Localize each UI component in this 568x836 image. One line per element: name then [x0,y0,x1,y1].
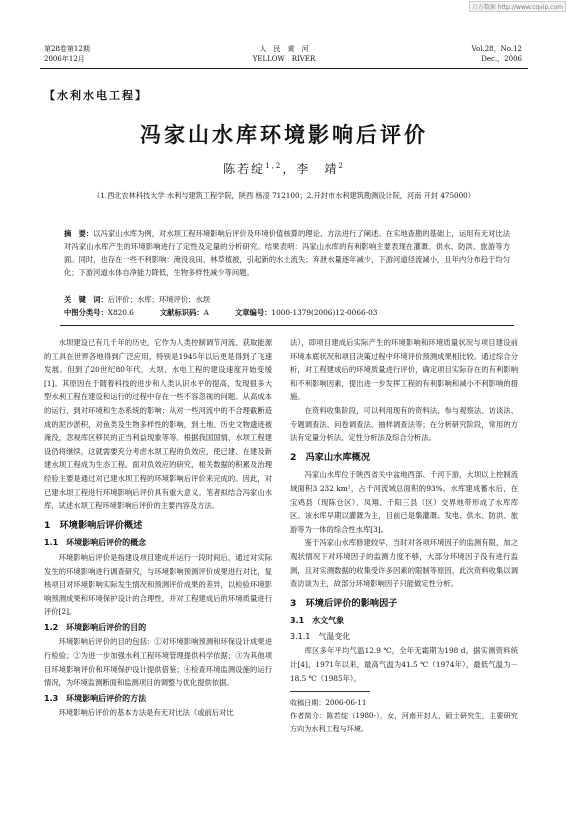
keywords: 后评价；水库；环境评价；水坝 [107,295,210,304]
author-1-affil: 1,2 [265,162,283,170]
right-column [290,336,518,735]
header-rule [40,68,528,69]
footnote-author: 作者简介：陈若绽（1980-），女，河南开封人，硕士研究生，主要研究方向为水利工程与环境。 [290,711,518,734]
document-code-label: 文献标识码： [159,308,204,317]
abstract-rule [60,325,514,326]
subsection-heading-1-1: 1.1 环境影响后评价的概念 [44,538,147,548]
paragraph-monitoring: 鉴于冯家山水库修建较早，当时对各项环境因子的监测有限，加之观状情况下对环境因子的监测力度不够，大部分环境因子没有进行监测，且对实测数据的收集受许多因素的限制等原因，此次资料收集以调查访谈为主，故部分环境影响因子只能做定性分析。 [290,538,518,589]
article-number-label: 文章编号： [234,308,272,317]
abstract-label: 摘 要： [64,229,94,238]
abstract [64,227,510,279]
authors [0,160,568,177]
classification-line [64,306,510,319]
section-heading-3: 3 环境后评价的影响因子 [290,597,398,609]
footnote-received: 收稿日期：2006-06-11 [290,698,367,708]
date-en-line: Dec.，2006 [481,55,522,63]
left-column [44,336,272,720]
author-2: 李 靖 [296,162,339,176]
paragraph-reservoir-overview: 冯家山水库位于陕西省关中盆地西部、千河下游，大坝以上控制流域面积3 232 km²，占千河流域总面积的93%。水库建成蓄水后，在宝鸡县（现陈仓区）、凤翔、千阳三县（区）交界地带形成了水库库区。该水库早期以灌溉为主，目前已是集灌溉、发电、供水、防洪、旅游等为一体的综合性水库[3]。 [290,470,518,534]
paragraph-data-collection: 在资料收集阶段，可以利用现有的资料法、参与观察法、访谈法、专题调查法、问卷调查法、抽样调查法等；在分析研究阶段，常用的方法有定量分析法、定性分析法及综合分析法。 [290,405,518,443]
clc-code [64,306,134,319]
subsection-heading-3-1-1: 3.1.1 气温变化 [290,631,351,641]
keywords-line [64,293,510,306]
intro-paragraph: 水坝建设已有几千年的历史，它作为人类控制调节河流、获取能源的工具在世界各地得到广泛应用，特别是1945年以后更是得到了飞速发展。但到了20世纪80年代，大坝、水电工程的建设速度开始变缓[1]。其原因在于随着科技的进步和人类认识水平的提高，发现很多大型水利工程在建设和运行的过程中存在一些不容忽视的问题。从高成本的运行，到对环境和生态系统的影响；从对一些河流中的不合理截断造成的泥沙淤积，对鱼类及生物多样性的影响，到土地、历史文物遗迹被淹没，忽视库区移民的正当利益现象等等。根据我国国情，水坝工程建设仍将继续，这就需要充分考虑水坝工程的负效应，使已建、在建及新建水坝工程成为生态工程。面对负效应的研究，相关数据的积累及治理经验主要是通过对已建水坝工程的环境影响后评价来完成的。因此，对已建水坝工程进行环境影响后评价具有重大意义。笔者拟结合冯家山水库，试述水坝工程环境影响后评价的主要内容及方法。 [44,338,272,511]
author-2-affil: 2 [338,162,345,170]
volume-line: 第28卷第12期 [44,45,90,53]
document-code-value: A [203,308,209,317]
article-number [235,306,377,319]
keywords-label: 关 键 词： [64,295,108,304]
affiliation: （1.西北农林科技大学 水利与建筑工程学院，陕西 杨凌 712100；2.开封市水利建筑勘测设计院，河南 开封 475000） [93,191,475,200]
paragraph-1-1: 环境影响后评价是指建设项目建成并运行一段时间后，通过对实际发生的环境影响进行调查研究，与环境影响预测评价成果进行对比，复核项目对环境影响实际发生情况和预测评价成果的差异，以检验环境影响预测成果和环境保护设计的合理性，并对工程建成后的环境质量进行评价[2]。 [44,552,272,617]
paragraph-1-3: 环境影响后评价的基本方法是有无对比法（或前后对比 [58,708,234,718]
keywords-block [64,293,510,319]
author-1: 陈若绽 [223,162,266,176]
subsection-heading-1-2: 1.2 环境影响后评价的目的 [44,622,147,632]
journal-volume-en [472,44,522,64]
section-heading-2: 2 冯家山水库概况 [290,451,370,463]
article-number-value: 1000-1379(2006)12-0066-03 [271,308,378,317]
paper-title: 冯家山水库环境影响后评价 [140,122,428,147]
journal-name-en: YELLOW RIVER [252,55,316,63]
abstract-text: 以冯家山水库为例，对水坝工程环境影响后评价及环境价值核算的理论、方法进行了阐述。在实地查勘的基础上，运用有无对比法对冯家山水库产生的环境影响进行了定性及定量的分析研究。结果表明：冯家山水库的有利影响主要表现在灌溉、供水、防洪、旅游等方面。同时，也存在一些不利影响：淹没良田、林草植被，引起新的水土流失；弃泄水量逐年减少，下游河道径流减小，且年内分布趋于均匀化；下游河道水体自净能力降低，生物多样性减少等问题。 [64,229,510,277]
journal-name-cn: 人 民 黄 河 [259,45,309,53]
date-line: 2006年12月 [44,55,85,63]
clc-value: X820.6 [107,308,134,317]
subsection-heading-1-3: 1.3 环境影响后评价的方法 [44,693,147,703]
volume-en-line: Vol.28，No.12 [471,45,522,53]
section-heading-1: 1 环境影响后评价概述 [44,519,143,531]
document-code [160,306,209,319]
paragraph-temperature: 库区多年平均气温12.9 ℃，全年无霜期为198 d。据实测资料统计[4]，1971年以来，最高气温为41.5 ℃（1974年），最低气温为－18.5 ℃（1985年）。 [290,646,518,683]
section-tag: 【水利水电工程】 [44,89,148,102]
subsection-heading-3-1: 3.1 水文气象 [290,616,345,626]
paragraph-1-3-cont: 法），即项目建成后实际产生的环境影响和环境质量状况与项目建设前环境本底状况和项目决策过程中环境评价预测成果相比较。通过综合分析，对工程建成后的环境质量进行评价，确定项目实际存在的有利影响和不利影响因素，提出进一步发挥工程的有利影响和减小不利影响的措施。 [290,338,518,402]
paragraph-1-2: 环境影响后评价的目的包括：①对环境影响预测和环保设计成果进行检验；②为进一步加强水利工程环境管理提供科学依据；③为其他项目环境影响评价和环境保护设计提供借鉴；④检查环境监测设施的运行情况，为环境监测断面和监测项目的调整与优化提供依据。 [44,637,272,688]
watermark: 万方数据 http://www.cqvip.com [469,1,566,12]
footnote-rule [290,691,370,692]
clc-label: 中图分类号： [64,308,108,317]
author-separator: ， [282,162,297,176]
